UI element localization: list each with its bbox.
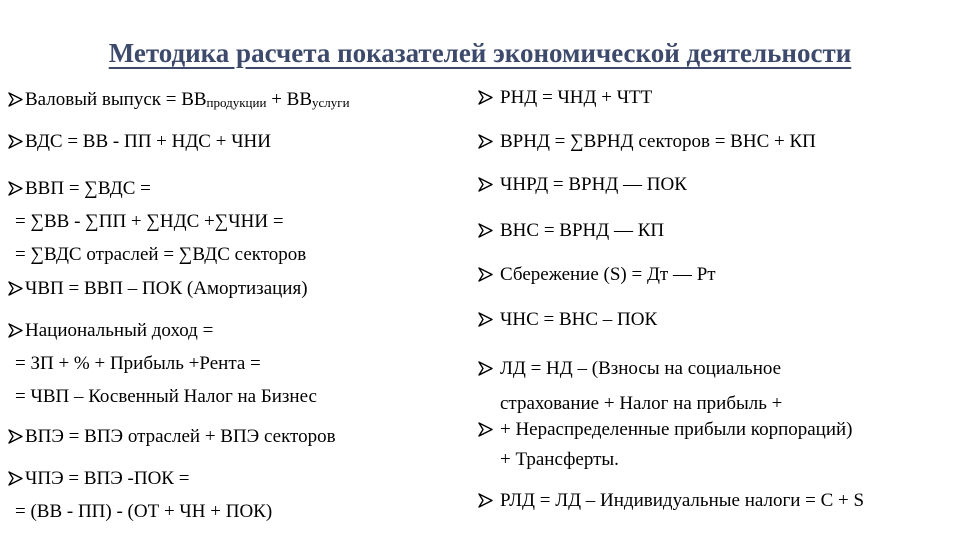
list-item [478, 351, 782, 421]
arrow-bullet-icon [8, 429, 23, 444]
arrow-bullet-icon [478, 361, 493, 376]
gdp-formula-line-3: = ∑ВДС отраслей = ∑ВДС секторов [15, 244, 307, 265]
list-item [478, 219, 664, 242]
page-title: Методика расчета показателей экономической деятельности [108, 38, 852, 68]
gross-output-sub-products: продукции [206, 95, 267, 110]
arrow-bullet-icon [478, 422, 493, 437]
national-income-line-2: = ЗП + % + Прибыль +Рента = [15, 353, 261, 374]
gdp-formula-line-1: ВВП = ∑ВДС = [25, 178, 151, 199]
list-item [478, 263, 716, 286]
national-income-line-1: Национальный доход = [25, 320, 214, 341]
arrow-bullet-icon [8, 181, 23, 196]
arrow-bullet-icon [478, 177, 493, 192]
list-item [478, 86, 652, 109]
arrow-bullet-icon [478, 267, 493, 282]
chnrd-formula: ЧНРД = ВРНД — ПОК [500, 174, 687, 195]
ld-formula-line-4: + Трансферты. [500, 449, 619, 470]
arrow-bullet-icon [478, 223, 493, 238]
vds-formula: ВДС = ВВ - ПП + НДС + ЧНИ [25, 131, 271, 152]
list-item [8, 314, 317, 413]
list-item [8, 172, 306, 271]
savings-formula: Сбережение (S) = Дт — Рт [500, 264, 716, 285]
chns-formula: ЧНС = ВНС – ПОК [500, 309, 658, 330]
list-item [478, 308, 657, 331]
list-item [8, 88, 350, 114]
list-item [478, 173, 687, 196]
gdp-formula-line-2: = ∑ВВ - ∑ПП + ∑НДС +∑ЧНИ = [15, 211, 284, 232]
arrow-bullet-icon [478, 134, 493, 149]
gross-output-sub-services: услуги [312, 95, 350, 110]
list-item [478, 415, 853, 475]
rld-formula: РЛД = ЛД – Индивидуальные налоги = С + S [500, 490, 865, 511]
rnd-formula: РНД = ЧНД + ЧТТ [500, 87, 653, 108]
arrow-bullet-icon [478, 90, 493, 105]
arrow-bullet-icon [8, 471, 23, 486]
arrow-bullet-icon [8, 281, 23, 296]
ld-formula-line-1: ЛД = НД – (Взносы на социальное [500, 358, 782, 379]
ndp-formula: ЧВП = ВВП – ПОК (Амортизация) [25, 278, 308, 299]
chpe-formula-line-1: ЧПЭ = ВПЭ -ПОК = [25, 468, 190, 489]
list-item [478, 489, 864, 512]
national-income-line-3: = ЧВП – Косвенный Налог на Бизнес [15, 386, 317, 407]
list-item [478, 130, 816, 153]
ld-formula-line-3: + Нераспределенные прибыли корпораций) [500, 419, 853, 440]
vns-formula: ВНС = ВРНД — КП [500, 220, 665, 241]
list-item [8, 277, 308, 300]
gross-output-mid: + ВВ [266, 89, 312, 110]
list-item [8, 130, 271, 153]
vrnd-formula: ВРНД = ∑ВРНД секторов = ВНС + КП [500, 131, 816, 152]
arrow-bullet-icon [8, 92, 23, 107]
list-item [8, 425, 336, 448]
ld-formula-line-2: страхование + Налог на прибыль + [500, 393, 783, 414]
gross-output-text: Валовый выпуск = ВВ [25, 89, 207, 110]
vpe-formula: ВПЭ = ВПЭ отраслей + ВПЭ секторов [25, 426, 336, 447]
chpe-formula-line-2: = (ВВ - ПП) - (ОТ + ЧН + ПОК) [15, 501, 273, 522]
arrow-bullet-icon [8, 323, 23, 338]
arrow-bullet-icon [8, 134, 23, 149]
list-item [8, 462, 272, 528]
arrow-bullet-icon [478, 312, 493, 327]
arrow-bullet-icon [478, 493, 493, 508]
